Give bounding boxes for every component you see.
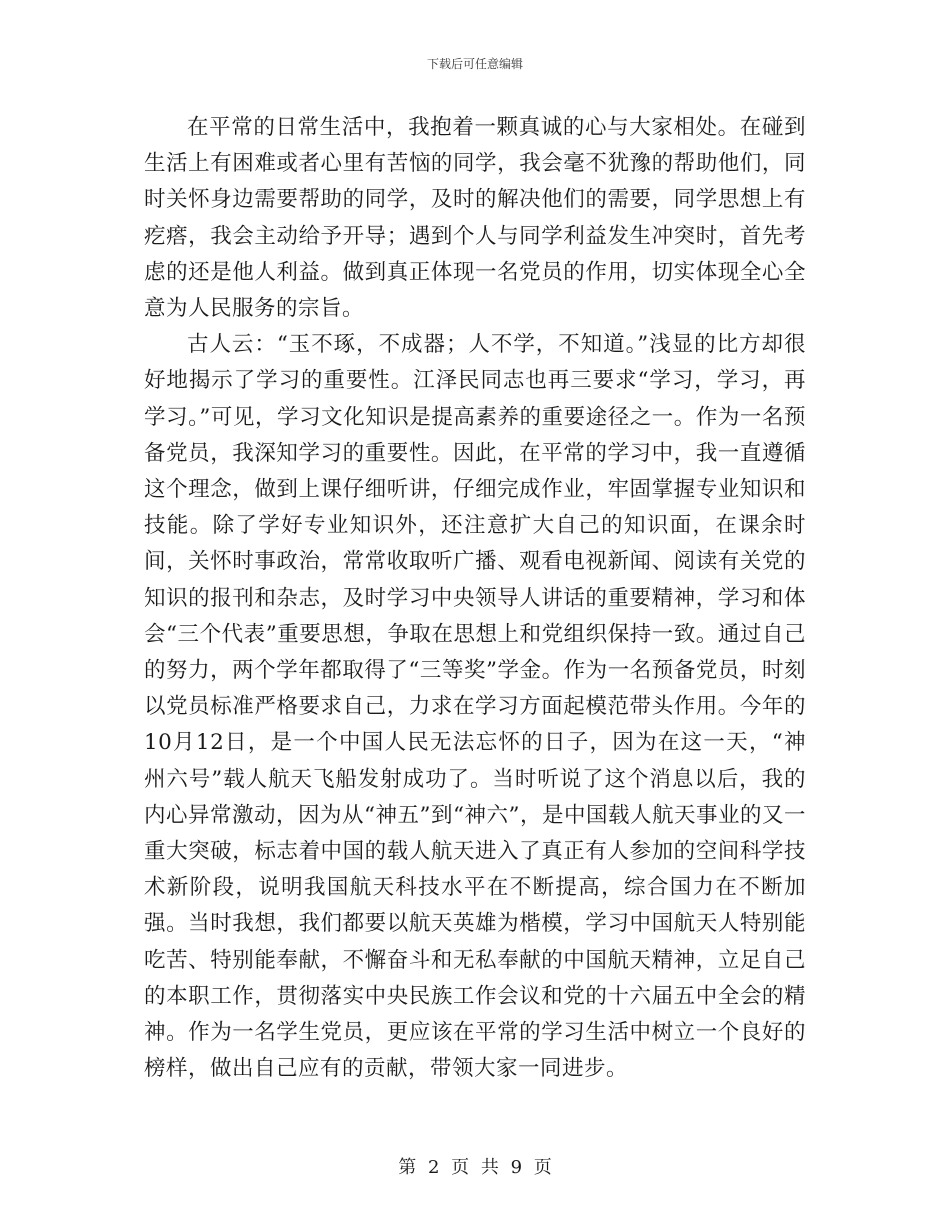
paragraph-1: 在平常的日常生活中，我抱着一颗真诚的心与大家相处。在碰到生活上有困难或者心里有苦恼的同学，我会毫不犹豫的帮助他们，同时关怀身边需要帮助的同学，及时的解决他们的需要，同学思想上有疙瘩，我会主动给予开导；遇到个人与同学利益发生冲突时，首先考虑的还是他人利益。做到真正体现一名党员的作用，切实体现全心全意为人民服务的宗旨。 <box>144 115 806 322</box>
current-page-number: 2 <box>427 1157 440 1178</box>
footer-page-word: 页 <box>451 1157 470 1178</box>
page-header: 下载后可任意编辑 <box>426 57 523 71</box>
total-pages-number: 9 <box>510 1157 523 1178</box>
footer-prefix: 第 <box>398 1157 417 1178</box>
paragraph-2: 古人云：“玉不琢，不成器；人不学，不知道。”浅显的比方却很好地揭示了学习的重要性。江泽民同志也再三要求“学习，学习，再学习。”可见，学习文化知识是提高素养的重要途径之一。作为一名预备党员，我深知学习的重要性。因此，在平常的学习中，我一直遵循这个理念，做到上课仔细听讲，仔细完成作业，牢固掌握专业知识和技能。除了学好专业知识外，还注意扩大自己的知识面，在课余时间，关怀时事政治，常常收取听广播、观看电视新闻、阅读有关党的知识的报刊和杂志，及时学习中央领导人讲话的重要精神，学习和体会“三个代表”重要思想，争取在思想上和党组织保持一致。通过自己的努力，两个学年都取得了“三等奖”学金。作为一名预备党员，时刻以党员标准严格要求自己，力求在学习方面起模范带头作用。今年的10月12日，是一个中国人民无法忘怀的日子，因为在这一天，“神州六号”载人航天飞船发射成功了。当时听说了这个消息以后，我的内心异常激动，因为从“神五”到“神六”，是中国载人航天事业的又一重大突破，标志着中国的载人航天进入了真正有人参加的空间科学技术新阶段，说明我国航天科技水平在不断提高，综合国力在不断加强。当时我想，我们都要以航天英雄为楷模，学习中国航天人特别能吃苦、特别能奉献，不懈奋斗和无私奉献的中国航天精神，立足自己的本职工作，贯彻落实中央民族工作会议和党的十六届五中全会的精神。作为一名学生党员，更应该在平常的学习生活中树立一个良好的榜样，做出自己应有的贡献，带领大家一同进步。 <box>144 332 806 1082</box>
footer-total-word: 共 <box>480 1157 499 1178</box>
document-body <box>144 110 806 1087</box>
footer-suffix: 页 <box>533 1157 552 1178</box>
page-footer <box>0 1153 950 1179</box>
